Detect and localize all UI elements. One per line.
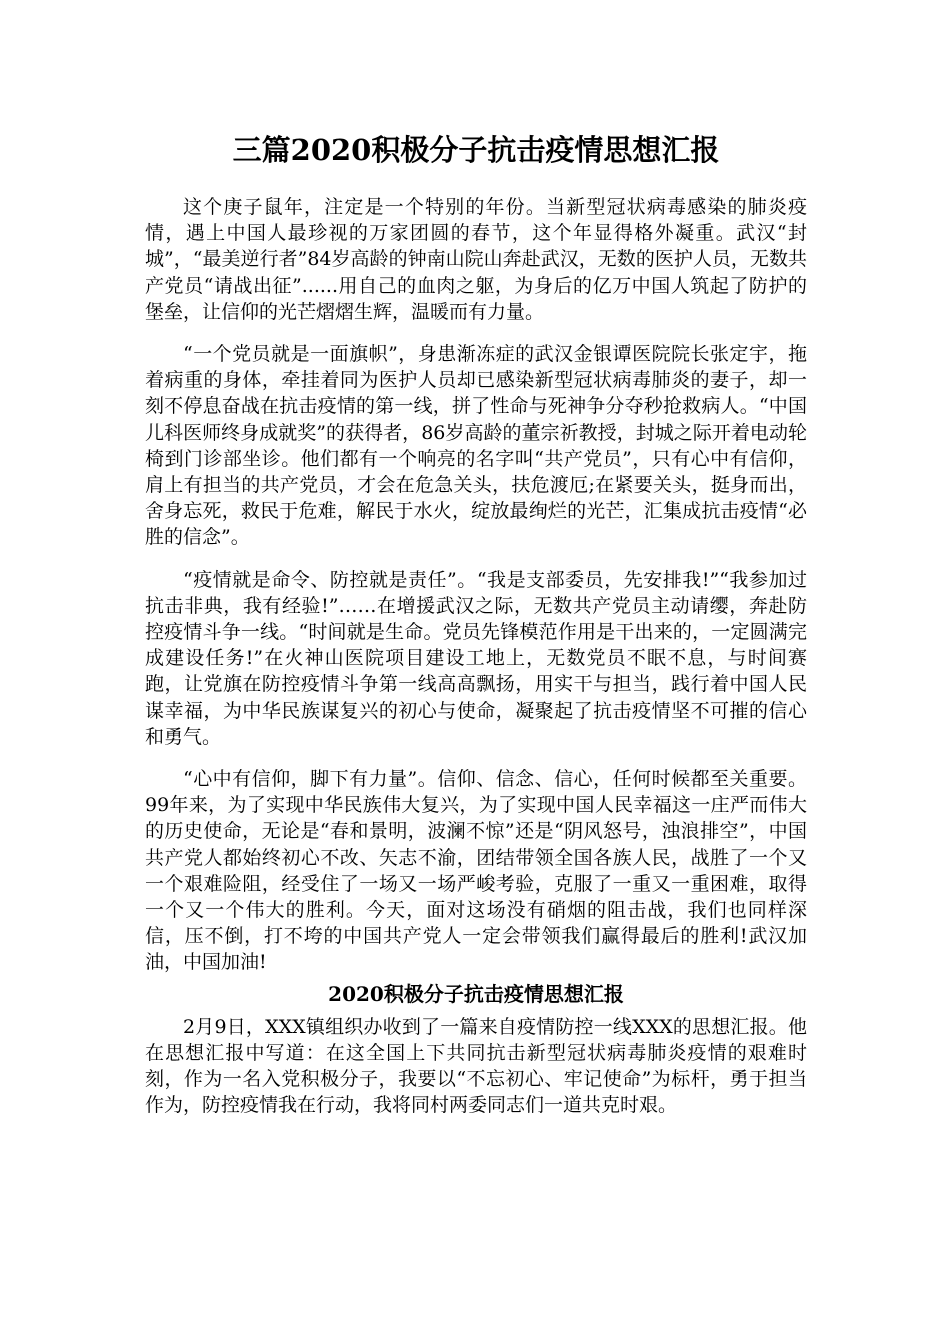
section-subtitle: 2020积极分子抗击疫情思想汇报 [328, 981, 624, 1006]
paragraph-1: 这个庚子鼠年，注定是一个特别的年份。当新型冠状病毒感染的肺炎疫情，遇上中国人最珍视的万家团圆的春节，这个年显得格外凝重。武汉“封城”，“最美逆行者”84岁高龄的钟南山院山奔赴武汉，无数的医护人员，无数共产党员“请战出征”......用自己的血肉之躯，为身后的亿万中国人筑起了防护的堡垒，让信仰的光芒熠熠生辉，温暖而有力量。 [145, 196, 807, 323]
paragraph-4: “心中有信仰，脚下有力量”。信仰、信念、信心，任何时候都至关重要。99年来，为了实现中华民族伟大复兴，为了实现中国人民幸福这一庄严而伟大的历史使命，无论是“春和景明，波澜不惊”还是“阴风怒号，浊浪排空”，中国共产党人都始终初心不改、矢志不渝，团结带领全国各族人民，战胜了一个又一个艰难险阻，经受住了一场又一场严峻考验，克服了一重又一重困难，取得一个又一个伟大的胜利。今天，面对这场没有硝烟的阻击战，我们也同样深信，压不倒，打不垮的中国共产党人一定会带领我们赢得最后的胜利!武汉加油，中国加油! [145, 768, 807, 974]
paragraph-2: “一个党员就是一面旗帜”，身患渐冻症的武汉金银谭医院院长张定宇，拖着病重的身体，牵挂着同为医护人员却已感染新型冠状病毒肺炎的妻子，却一刻不停息奋战在抗击疫情的第一线，拼了性命与死神争分夺秒抢救病人。“中国儿科医师终身成就奖”的获得者，86岁高龄的董宗祈教授，封城之际开着电动轮椅到门诊部坐诊。他们都有一个响亮的名字叫“共产党员”，只有心中有信仰，肩上有担当的共产党员，才会在危急关头，扶危渡厄;在紧要关头，挺身而出，舍身忘死，救民于危难，解民于水火，绽放最绚烂的光芒，汇集成抗击疫情“必胜的信念”。 [145, 343, 807, 549]
paragraph-3: “疫情就是命令、防控就是责任”。“我是支部委员，先安排我!”“我参加过抗击非典，我有经验!”……在增援武汉之际，无数共产党员主动请缨，奔赴防控疫情斗争一线。“时间就是生命。党员先锋模范作用是干出来的，一定圆满完成建设任务!”在火神山医院项目建设工地上，无数党员不眠不息，与时间赛跑，让党旗在防控疫情斗争第一线高高飘扬，用实干与担当，践行着中国人民谋幸福，为中华民族谋复兴的初心与使命，凝聚起了抗击疫情坚不可摧的信心和勇气。 [145, 568, 807, 748]
document-title: 三篇2020积极分子抗击疫情思想汇报 [232, 133, 720, 167]
paragraph-5: 2月9日，XXX镇组织办收到了一篇来自疫情防控一线XXX的思想汇报。他在思想汇报中写道：在这全国上下共同抗击新型冠状病毒肺炎疫情的艰难时刻，作为一名入党积极分子，我要以“不忘初心、牢记使命”为标杆，勇于担当作为，防控疫情我在行动，我将同村两委同志们一道共克时艰。 [145, 1015, 807, 1117]
document-page [145, 128, 807, 1119]
